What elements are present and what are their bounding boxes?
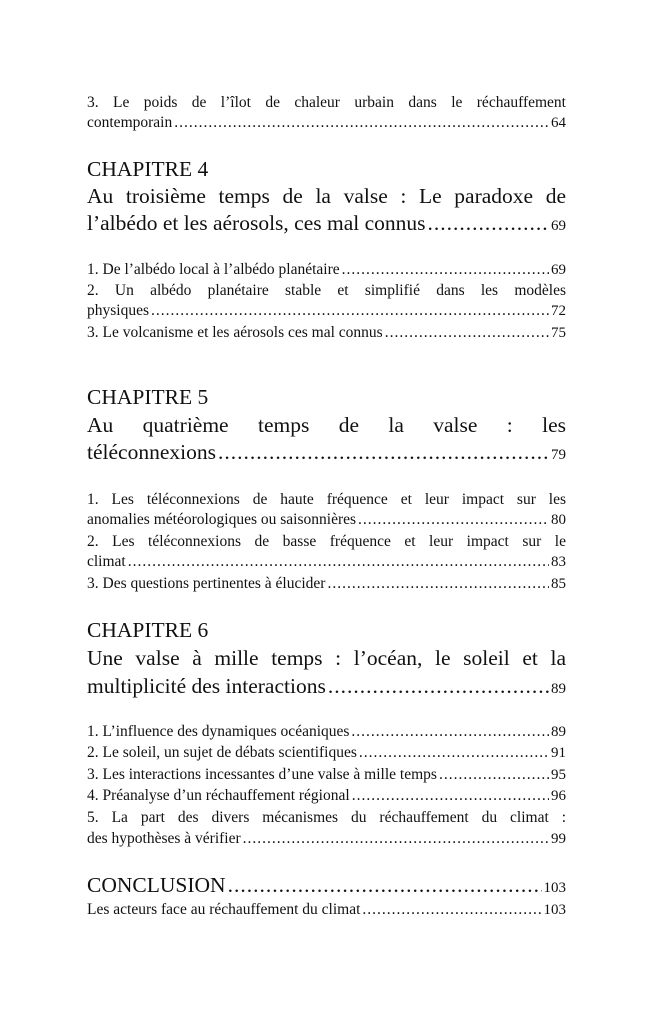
page-number: 89	[551, 724, 566, 740]
toc-entry[interactable]	[87, 574, 566, 594]
chapter-entry[interactable]	[87, 210, 566, 240]
leader-dots	[385, 323, 549, 343]
toc-entry-text: contemporain	[87, 114, 173, 131]
page-number: 69	[551, 262, 566, 278]
page-number: 69	[551, 218, 566, 234]
chapter-title: Au troisième temps de la valse : Le paradoxe de	[87, 184, 566, 208]
leader-dots	[358, 510, 549, 530]
toc-entry[interactable]	[87, 765, 566, 785]
chapter-label: CHAPITRE 4	[87, 157, 209, 181]
leader-dots	[439, 765, 549, 785]
toc-entry-text: 1. L’influence des dynamiques océaniques	[87, 723, 350, 740]
page-number: 103	[543, 880, 566, 896]
chapter-title: multiplicité des interactions	[87, 674, 326, 698]
toc-entry[interactable]	[87, 301, 566, 321]
leader-dots	[243, 829, 549, 849]
toc-entry-text: anomalies météorologiques ou saisonnières	[87, 511, 357, 528]
leader-dots	[342, 260, 549, 280]
page-number: 75	[551, 325, 566, 341]
chapter-entry[interactable]	[87, 439, 566, 469]
page-number: 91	[551, 745, 566, 761]
chapter-label: CHAPITRE 5	[87, 385, 209, 409]
chapter-label: CHAPITRE 6	[87, 618, 209, 642]
leader-dots	[218, 439, 549, 466]
page-number: 83	[551, 554, 566, 570]
leader-dots	[228, 872, 542, 899]
toc-entry-text: 2. Le soleil, un sujet de débats scientifiques	[87, 744, 357, 761]
toc-entry-text: 3. Le poids de l’îlot de chaleur urbain dans le réchauffement	[87, 94, 566, 111]
chapter-title: Une valse à mille temps : l’océan, le soleil et la	[87, 646, 566, 670]
toc-entry-text: climat	[87, 553, 126, 570]
leader-dots	[128, 552, 549, 572]
toc-entry[interactable]	[87, 722, 566, 742]
leader-dots	[174, 113, 549, 133]
page-number: 79	[551, 447, 566, 463]
chapter-title: l’albédo et les aérosols, ces mal connus	[87, 211, 426, 235]
toc-entry-text: 1. De l’albédo local à l’albédo planétaire	[87, 261, 340, 278]
toc-entry[interactable]	[87, 900, 566, 920]
toc-entry[interactable]	[87, 743, 566, 763]
toc-entry-text: 2. Un albédo planétaire stable et simplifié dans les modèles	[87, 282, 566, 299]
page-number: 89	[551, 681, 566, 697]
leader-dots	[351, 722, 549, 742]
toc-entry-text: 3. Les interactions incessantes d’une valse à mille temps	[87, 766, 437, 783]
page-number: 64	[551, 115, 566, 131]
toc-entry[interactable]	[87, 829, 566, 849]
toc-entry-text: 3. Des questions pertinentes à élucider	[87, 575, 326, 592]
page-number: 95	[551, 767, 566, 783]
leader-dots	[428, 210, 549, 237]
page-number: 103	[543, 902, 566, 918]
toc-entry-text: 4. Préanalyse d’un réchauffement régional	[87, 787, 350, 804]
leader-dots	[328, 673, 549, 700]
leader-dots	[352, 786, 549, 806]
chapter-title: téléconnexions	[87, 440, 216, 464]
leader-dots	[327, 574, 549, 594]
toc-entry-text: Les acteurs face au réchauffement du climat	[87, 901, 361, 918]
toc-entry-text: physiques	[87, 302, 149, 319]
page-number: 96	[551, 788, 566, 804]
page-number: 80	[551, 512, 566, 528]
toc-entry[interactable]	[87, 552, 566, 572]
leader-dots	[362, 900, 541, 920]
toc-entry-text: 1. Les téléconnexions de haute fréquence et leur impact sur les	[87, 491, 566, 508]
chapter-label: CONCLUSION	[87, 873, 226, 897]
toc-entry-text: 2. Les téléconnexions de basse fréquence et leur impact sur le	[87, 533, 566, 550]
toc-entry[interactable]	[87, 323, 566, 343]
toc-entry-text: des hypothèses à vérifier	[87, 830, 241, 847]
page-number: 85	[551, 576, 566, 592]
chapter-title: Au quatrième temps de la valse : les	[87, 413, 566, 437]
leader-dots	[359, 743, 549, 763]
page-number: 99	[551, 831, 566, 847]
page-number: 72	[551, 303, 566, 319]
toc-entry[interactable]	[87, 260, 566, 280]
toc-entry-text: 3. Le volcanisme et les aérosols ces mal connus	[87, 324, 383, 341]
chapter-entry[interactable]	[87, 872, 566, 902]
toc-entry-text: 5. La part des divers mécanismes du réchauffement du climat :	[87, 809, 566, 826]
toc-entry[interactable]	[87, 786, 566, 806]
leader-dots	[151, 301, 549, 321]
chapter-entry[interactable]	[87, 673, 566, 703]
toc-entry[interactable]	[87, 113, 566, 133]
toc-entry[interactable]	[87, 510, 566, 530]
